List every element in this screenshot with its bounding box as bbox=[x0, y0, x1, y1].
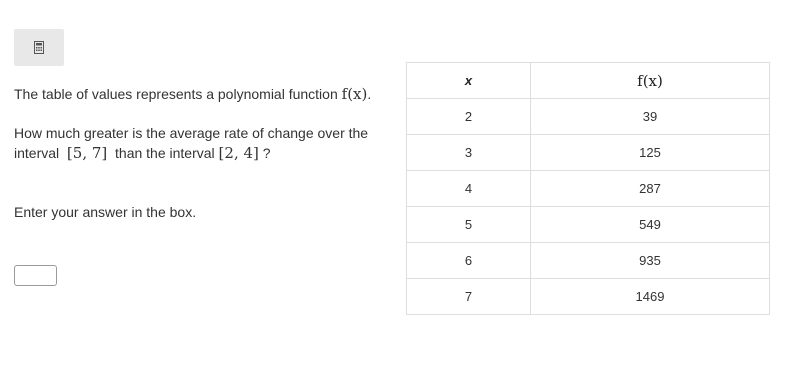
values-table bbox=[406, 62, 770, 315]
table-header-row bbox=[407, 63, 770, 99]
prompt-text: How much greater is the average rate of change over the interval bbox=[14, 125, 369, 161]
cell-x: 7 bbox=[407, 279, 531, 315]
answer-input[interactable] bbox=[14, 265, 57, 286]
cell-fx: 549 bbox=[531, 207, 770, 243]
calculator-icon bbox=[34, 41, 44, 54]
question-prompt bbox=[14, 123, 394, 163]
cell-x: 2 bbox=[407, 99, 531, 135]
table-row bbox=[407, 207, 770, 243]
calculator-button[interactable] bbox=[14, 29, 64, 66]
cell-x: 3 bbox=[407, 135, 531, 171]
column-header-fx: f(x) bbox=[531, 63, 770, 99]
question-text bbox=[14, 84, 394, 222]
cell-fx: 125 bbox=[531, 135, 770, 171]
table-row bbox=[407, 279, 770, 315]
prompt-question-mark: ? bbox=[262, 145, 271, 161]
interval-second: [2, 4] bbox=[218, 144, 259, 162]
prompt-middle: than the interval bbox=[115, 145, 215, 161]
intro-period: . bbox=[367, 86, 372, 102]
table-row bbox=[407, 135, 770, 171]
cell-fx: 1469 bbox=[531, 279, 770, 315]
interval-first: [5, 7] bbox=[66, 144, 108, 162]
table-row bbox=[407, 99, 770, 135]
cell-x: 6 bbox=[407, 243, 531, 279]
cell-x: 5 bbox=[407, 207, 531, 243]
cell-fx: 287 bbox=[531, 171, 770, 207]
question-intro bbox=[14, 84, 394, 104]
cell-x: 4 bbox=[407, 171, 531, 207]
column-header-x: x bbox=[407, 63, 531, 99]
cell-fx: 39 bbox=[531, 99, 770, 135]
intro-text: The table of values represents a polynomial function bbox=[14, 86, 338, 102]
answer-instruction: Enter your answer in the box. bbox=[14, 204, 197, 220]
table-row bbox=[407, 243, 770, 279]
cell-fx: 935 bbox=[531, 243, 770, 279]
function-notation: f(x) bbox=[341, 85, 368, 103]
table-row bbox=[407, 171, 770, 207]
